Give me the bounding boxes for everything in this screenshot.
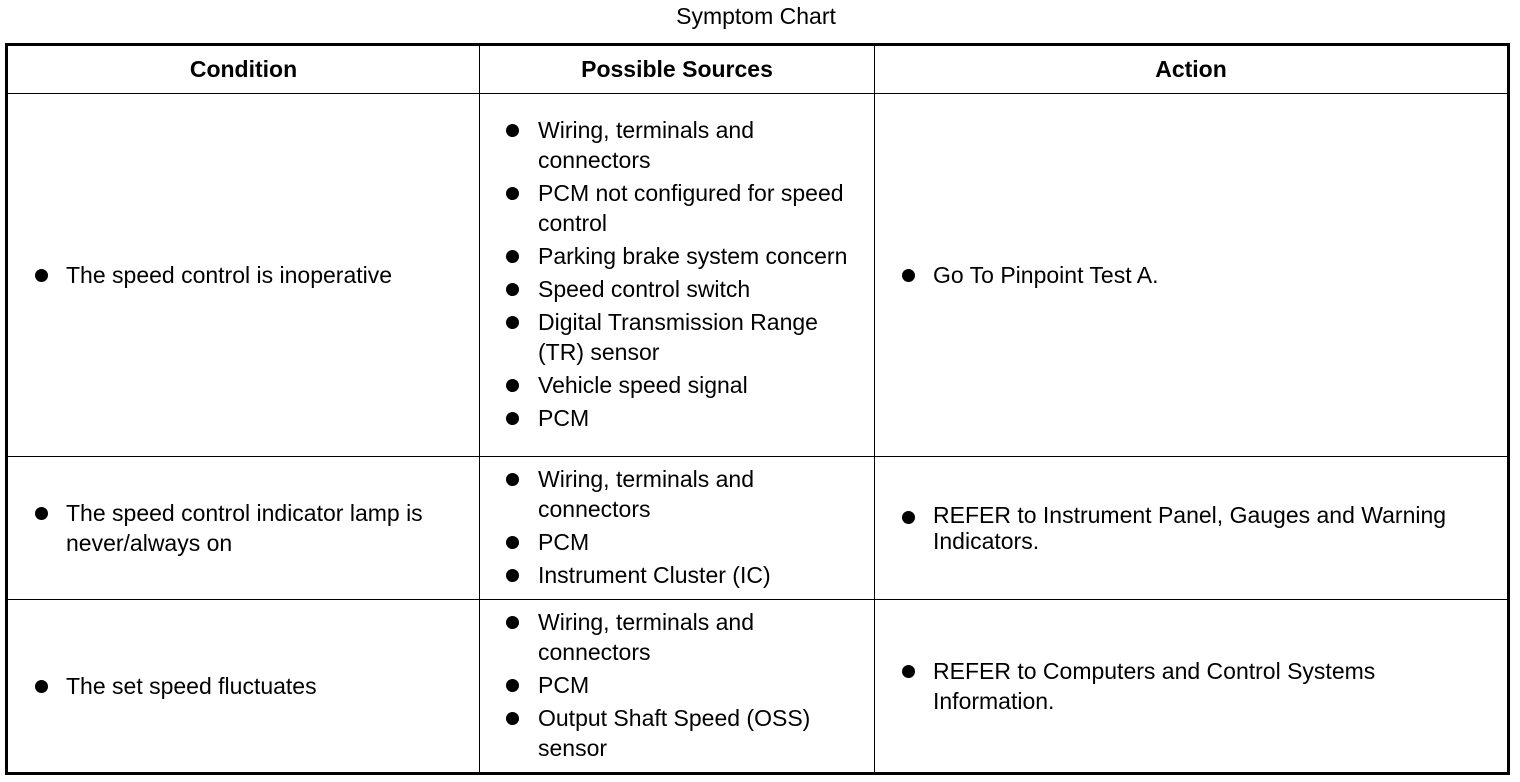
list-item: [480, 560, 874, 590]
list-item: [8, 498, 479, 558]
action-cell: [875, 457, 1509, 600]
bullet-icon: [902, 269, 915, 282]
bullet-icon: [902, 511, 915, 524]
list-item: [480, 115, 874, 175]
table-row: [7, 94, 1509, 457]
list-item: [8, 260, 479, 290]
source-text: Speed control switch: [538, 276, 751, 302]
action-text: REFER to Computers and Control Systems Information.: [933, 658, 1376, 714]
bullet-icon: [35, 507, 48, 520]
source-text: Wiring, terminals and connectors: [538, 466, 755, 522]
list-item: [480, 607, 874, 667]
source-text: PCM not configured for speed control: [538, 180, 844, 236]
header-possible-sources: Possible Sources: [480, 45, 875, 94]
condition-text: The set speed fluctuates: [66, 673, 317, 699]
chart-title: Symptom Chart: [676, 3, 836, 29]
bullet-icon: [902, 665, 915, 678]
source-text: Wiring, terminals and connectors: [538, 117, 755, 173]
source-text: Vehicle speed signal: [538, 372, 748, 398]
source-text: PCM: [538, 672, 590, 698]
header-row: [7, 45, 1509, 94]
bullet-icon: [506, 616, 519, 629]
sources-cell: [480, 94, 875, 457]
list-item: [480, 670, 874, 700]
bullet-icon: [506, 379, 519, 392]
source-text: PCM: [538, 529, 590, 555]
list-item: [875, 260, 1507, 290]
action-cell: [875, 600, 1509, 774]
symptom-table: [5, 43, 1510, 775]
action-text: REFER to Instrument Panel, Gauges and Warning Indicators.: [933, 502, 1447, 554]
condition-cell: [7, 457, 480, 600]
bullet-icon: [506, 536, 519, 549]
bullet-icon: [35, 269, 48, 282]
bullet-icon: [35, 680, 48, 693]
list-item: [480, 307, 874, 367]
list-item: [480, 527, 874, 557]
source-text: Instrument Cluster (IC): [538, 562, 771, 588]
list-item: [480, 178, 874, 238]
condition-cell: [7, 94, 480, 457]
source-text: Wiring, terminals and connectors: [538, 609, 755, 665]
sources-cell: [480, 457, 875, 600]
action-cell: [875, 94, 1509, 457]
bullet-icon: [506, 473, 519, 486]
list-item: [875, 502, 1507, 554]
table-row: [7, 457, 1509, 600]
bullet-icon: [506, 124, 519, 137]
list-item: [480, 703, 874, 763]
bullet-icon: [506, 187, 519, 200]
source-text: Digital Transmission Range (TR) sensor: [538, 309, 818, 365]
list-item: [480, 370, 874, 400]
source-text: Output Shaft Speed (OSS) sensor: [538, 705, 811, 761]
bullet-icon: [506, 250, 519, 263]
list-item: [875, 656, 1507, 716]
list-item: [8, 671, 479, 701]
sources-cell: [480, 600, 875, 774]
header-condition: Condition: [7, 45, 480, 94]
source-text: Parking brake system concern: [538, 243, 848, 269]
condition-cell: [7, 600, 480, 774]
action-text: Go To Pinpoint Test A.: [933, 262, 1159, 288]
header-action: Action: [875, 45, 1509, 94]
bullet-icon: [506, 412, 519, 425]
condition-text: The speed control is inoperative: [66, 262, 393, 288]
bullet-icon: [506, 679, 519, 692]
bullet-icon: [506, 712, 519, 725]
bullet-icon: [506, 316, 519, 329]
table-row: [7, 600, 1509, 774]
bullet-icon: [506, 569, 519, 582]
source-text: PCM: [538, 405, 590, 431]
list-item: [480, 274, 874, 304]
list-item: [480, 403, 874, 433]
list-item: [480, 241, 874, 271]
bullet-icon: [506, 283, 519, 296]
condition-text: The speed control indicator lamp is never/always on: [66, 500, 423, 556]
list-item: [480, 464, 874, 524]
